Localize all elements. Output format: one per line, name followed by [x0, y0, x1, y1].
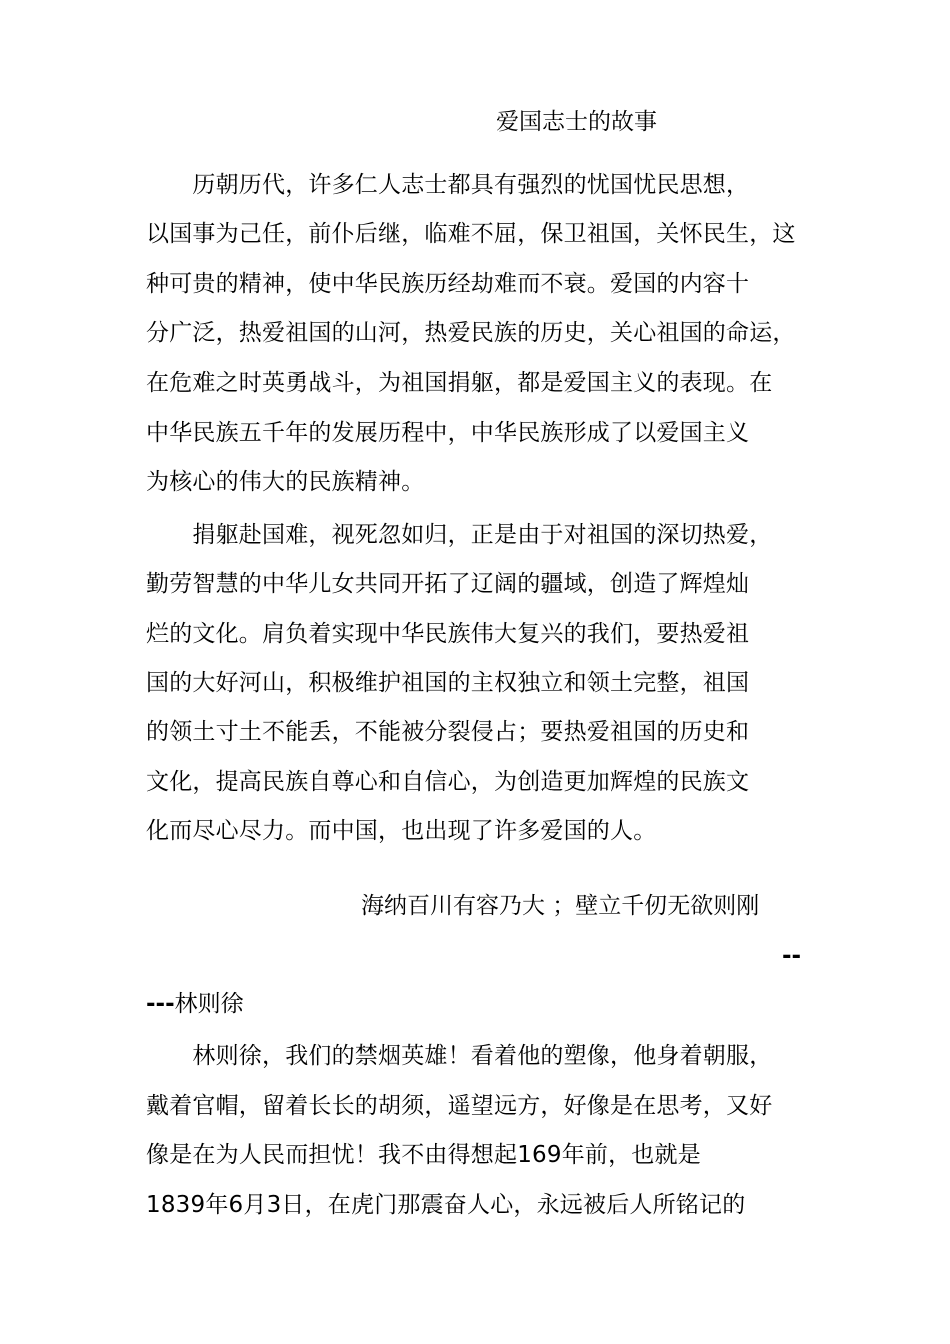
paragraph-2-line: 的领土寸土不能丢，不能被分裂侵占；要热爱祖国的历史和: [146, 719, 750, 745]
quote-author: [146, 988, 244, 1020]
paragraph-2-line: 勤劳智慧的中华儿女共同开拓了辽阔的疆域，创造了辉煌灿: [146, 571, 750, 597]
paragraph-2-line: 烂的文化。肩负着实现中华民族伟大复兴的我们，要热爱祖: [146, 621, 750, 647]
quote-text: 海纳百川有容乃大 ；壁立千仞无欲则刚: [361, 893, 760, 919]
paragraph-2-line: 国的大好河山，积极维护祖国的主权独立和领土完整，祖国: [146, 670, 750, 696]
author-name: 林则徐: [174, 991, 244, 1017]
quote-dash: --: [782, 943, 802, 969]
paragraph-1-line: 分广泛，热爱祖国的山河，热爱民族的历史，关心祖国的命运，: [146, 320, 796, 346]
paragraph-2-line: 文化，提高民族自尊心和自信心，为创造更加辉煌的民族文: [146, 769, 750, 795]
paragraph-1-line: 以国事为己任，前仆后继，临难不屈，保卫祖国，关怀民生，这: [146, 221, 796, 247]
paragraph-3-line: 林则徐，我们的禁烟英雄！看着他的塑像，他身着朝服，: [146, 1043, 773, 1069]
paragraph-2-line: 捐躯赴国难，视死忽如归，正是由于对祖国的深切热爱，: [146, 522, 773, 548]
paragraph-1-line: 中华民族五千年的发展历程中，中华民族形成了以爱国主义: [146, 420, 750, 446]
paragraph-1-line: 种可贵的精神，使中华民族历经劫难而不衰。爱国的内容十: [146, 271, 750, 297]
paragraph-3-line: 1839年6月3日，在虎门那震奋人心，永远被后人所铭记的: [146, 1192, 746, 1218]
paragraph-1-line: 为核心的伟大的民族精神。: [146, 469, 425, 495]
paragraph-3-line: 戴着官帽，留着长长的胡须，遥望远方，好像是在思考，又好: [146, 1093, 773, 1119]
paragraph-1-line: 历朝历代，许多仁人志士都具有强烈的忧国忧民思想，: [146, 172, 750, 198]
paragraph-1-line: 在危难之时英勇战斗，为祖国捐躯，都是爱国主义的表现。在: [146, 370, 773, 396]
paragraph-3-line: 像是在为人民而担忧！我不由得想起169年前，也就是: [146, 1142, 701, 1168]
author-dashes: ---: [146, 991, 175, 1017]
paragraph-2-line: 化而尽心尽力。而中国，也出现了许多爱国的人。: [146, 818, 657, 844]
document-title: 爱国志士的故事: [496, 109, 657, 135]
